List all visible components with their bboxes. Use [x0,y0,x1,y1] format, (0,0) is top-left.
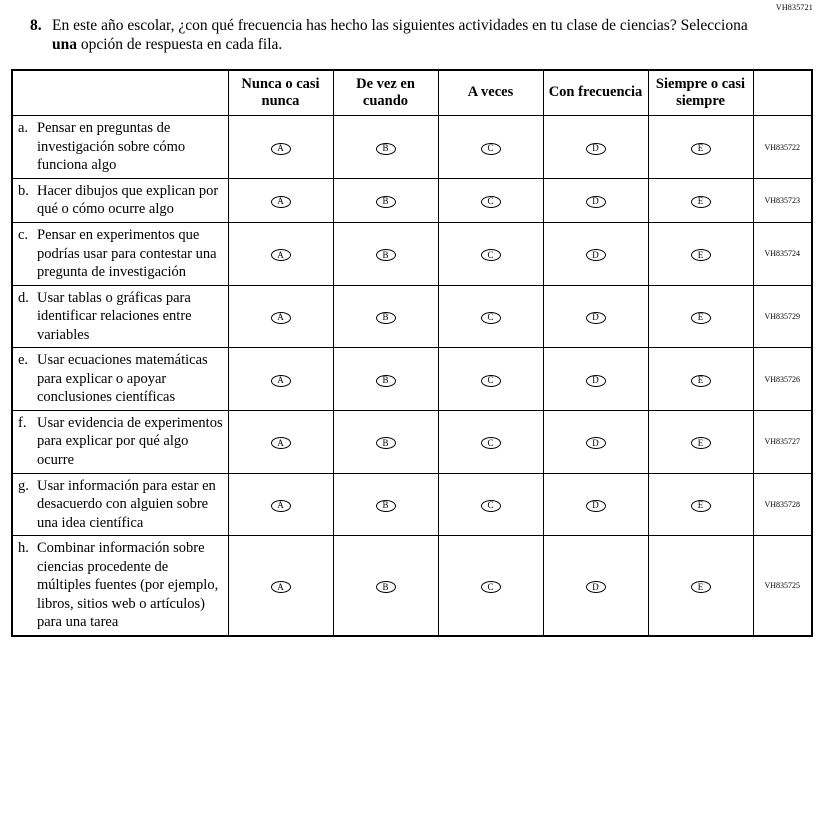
option-bubble-a[interactable]: A [271,581,291,593]
row-text: Pensar en experimentos que podrías usar para contestar una pregunta de investigación [37,226,217,281]
table-row-c [12,222,812,285]
option-bubble-d[interactable]: D [586,312,606,324]
row-letter: f. [18,414,27,431]
option-bubble-c[interactable]: C [481,437,501,449]
option-bubble-d[interactable]: D [586,437,606,449]
option-bubble-e[interactable]: E [691,500,711,512]
table-row-d [12,285,812,348]
option-bubble-e[interactable]: E [691,375,711,387]
row-text: Combinar información sobre ciencias procedente de múltiples fuentes (por ejemplo, libros, sitios web o artículos) para una tarea [37,540,219,631]
option-bubble-c[interactable]: C [481,143,501,155]
row-code: VH835725 [753,536,812,636]
option-bubble-e[interactable]: E [691,312,711,324]
question-text-before: En este año escolar, ¿con qué frecuencia has hecho las siguientes actividades en tu clase de ciencias? Selecciona [52,17,748,34]
frequency-matrix-table [11,69,813,637]
option-bubble-a[interactable]: A [271,249,291,261]
option-bubble-c[interactable]: C [481,312,501,324]
question-block [30,16,803,55]
row-code: VH835726 [753,348,812,411]
row-letter: g. [18,477,29,494]
option-bubble-a[interactable]: A [271,500,291,512]
column-header-aveces: A veces [438,70,543,116]
option-bubble-e[interactable]: E [691,196,711,208]
table-row-b [12,178,812,222]
question-text-after: opción de respuesta en cada fila. [77,36,283,54]
option-bubble-a[interactable]: A [271,375,291,387]
option-bubble-c[interactable]: C [481,196,501,208]
row-text: Hacer dibujos que explican por qué o cómo ocurre algo [37,182,219,218]
option-bubble-c[interactable]: C [481,581,501,593]
table-row-e [12,348,812,411]
option-bubble-e[interactable]: E [691,249,711,261]
header-row [12,70,812,116]
row-code: VH835723 [753,178,812,222]
option-bubble-d[interactable]: D [586,196,606,208]
row-code: VH835728 [753,473,812,536]
option-bubble-c[interactable]: C [481,249,501,261]
row-text: Usar ecuaciones matemáticas para explicar o apoyar conclusiones científicas [37,352,208,406]
option-bubble-c[interactable]: C [481,500,501,512]
table-row-h [12,536,812,636]
row-letter: d. [18,289,29,306]
row-code: VH835722 [753,116,812,179]
row-letter: b. [18,182,29,199]
table-row-a [12,116,812,179]
row-text: Usar tablas o gráficas para identificar relaciones entre variables [37,289,192,343]
option-bubble-b[interactable]: B [376,196,396,208]
table-row-g [12,473,812,536]
row-code: VH835724 [753,222,812,285]
header-blank-code [753,70,812,116]
row-text: Pensar en preguntas de investigación sobre cómo funciona algo [37,120,186,174]
row-text: Usar información para estar en desacuerdo con alguien sobre una idea científica [37,477,216,531]
question-number: 8. [30,17,42,34]
row-letter: h. [18,540,29,557]
column-header-confrecuencia: Con frecuencia [543,70,648,116]
option-bubble-b[interactable]: B [376,500,396,512]
column-header-nunca: Nunca o casi nunca [228,70,333,116]
option-bubble-b[interactable]: B [376,581,396,593]
row-text: Usar evidencia de experimentos para explicar por qué algo ocurre [37,414,223,468]
option-bubble-e[interactable]: E [691,581,711,593]
option-bubble-b[interactable]: B [376,437,396,449]
option-bubble-b[interactable]: B [376,143,396,155]
column-header-siempre: Siempre o casi siempre [648,70,753,116]
question-text-emphasis: una [52,36,77,54]
option-bubble-d[interactable]: D [586,500,606,512]
page-accession-code: VH835721 [775,3,813,12]
question-text [52,16,758,55]
option-bubble-d[interactable]: D [586,249,606,261]
option-bubble-c[interactable]: C [481,375,501,387]
option-bubble-b[interactable]: B [376,249,396,261]
option-bubble-d[interactable]: D [586,375,606,387]
row-letter: e. [18,352,29,369]
option-bubble-a[interactable]: A [271,437,291,449]
row-letter: c. [18,226,29,243]
option-bubble-b[interactable]: B [376,312,396,324]
option-bubble-d[interactable]: D [586,143,606,155]
row-code: VH835729 [753,285,812,348]
row-letter: a. [18,120,29,137]
row-code: VH835727 [753,410,812,473]
table-row-f [12,410,812,473]
option-bubble-e[interactable]: E [691,437,711,449]
option-bubble-a[interactable]: A [271,312,291,324]
header-blank-item [12,70,228,116]
column-header-devez: De vez en cuando [333,70,438,116]
option-bubble-a[interactable]: A [271,143,291,155]
option-bubble-b[interactable]: B [376,375,396,387]
option-bubble-d[interactable]: D [586,581,606,593]
option-bubble-e[interactable]: E [691,143,711,155]
option-bubble-a[interactable]: A [271,196,291,208]
